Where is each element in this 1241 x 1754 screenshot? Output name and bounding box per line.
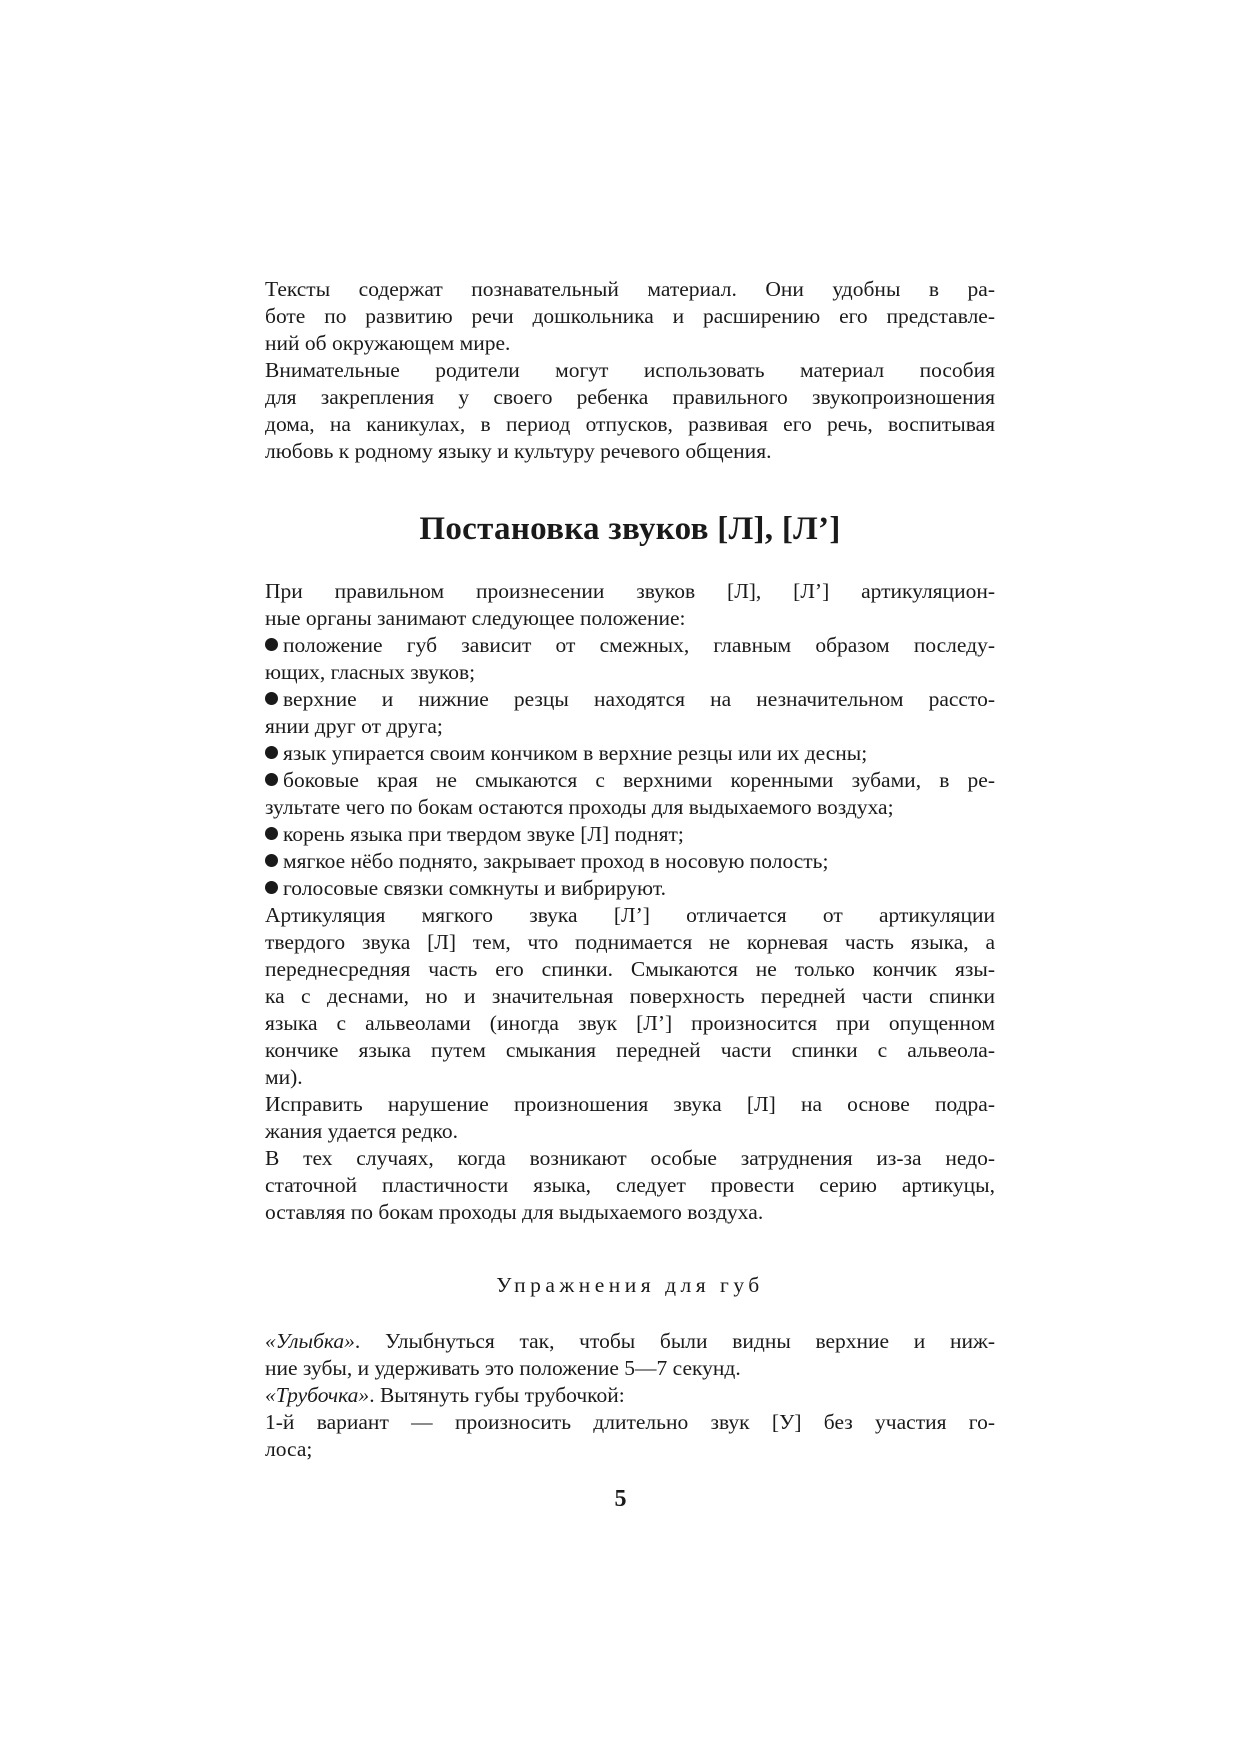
- exercise-name: «Улыбка»: [265, 1329, 355, 1353]
- page-body: [265, 276, 995, 1463]
- text-line: кончике языка путем смыкания передней части спинки с альвеола-: [265, 1038, 995, 1062]
- bullet-item: [265, 875, 995, 902]
- bullet-icon: [265, 854, 278, 867]
- section-title: Постановка звуков [Л], [Л’]: [419, 511, 841, 547]
- bullet-icon: [265, 881, 278, 894]
- text-line: твердого звука [Л] тем, что поднимается не корневая часть языка, а: [265, 930, 995, 954]
- bullet-icon: [265, 773, 278, 786]
- text-line: боковые края не смыкаются с верхними коренными зубами, в ре-: [265, 767, 995, 794]
- text-line: переднесредняя часть его спинки. Смыкаются не только кончик язы-: [265, 957, 995, 981]
- text-line: «Улыбка». Улыбнуться так, чтобы были видны верхние и ниж-: [265, 1329, 995, 1353]
- text-line: дома, на каникулах, в период отпусков, развивая его речь, воспитывая: [265, 412, 995, 436]
- bullet-list: [265, 632, 995, 902]
- text-line: ние зубы, и удерживать это положение 5—7 секунд.: [265, 1356, 741, 1380]
- text-line: «Трубочка». Вытянуть губы трубочкой:: [265, 1383, 625, 1407]
- text-line: янии друг от друга;: [265, 714, 443, 738]
- bullet-icon: [265, 827, 278, 840]
- text-line: язык упирается своим кончиком в верхние резцы или их десны;: [265, 740, 995, 767]
- text-line: корень языка при твердом звуке [Л] поднят;: [265, 821, 995, 848]
- text-line: верхние и нижние резцы находятся на незначительном рассто-: [265, 686, 995, 713]
- bullet-item: [265, 686, 995, 740]
- text-line: языка с альвеолами (иногда звук [Л’] произносится при опущенном: [265, 1011, 995, 1035]
- text-line: В тех случаях, когда возникают особые затруднения из-за недо-: [265, 1146, 995, 1170]
- text-line: ные органы занимают следующее положение:: [265, 606, 686, 630]
- bullet-item: [265, 848, 995, 875]
- exercise-smile: [265, 1328, 995, 1382]
- intro-paragraph-1: [265, 276, 995, 357]
- page-number: 5: [614, 1486, 627, 1512]
- paragraph-fix: [265, 1091, 995, 1145]
- bullet-item: [265, 767, 995, 821]
- intro-paragraph-2: [265, 357, 995, 465]
- text-line: оставляя по бокам проходы для выдыхаемого воздуха.: [265, 1200, 764, 1224]
- exercise-tube-variant-1: [265, 1409, 995, 1463]
- text-line: Тексты содержат познавательный материал. Они удобны в ра-: [265, 277, 995, 301]
- text-line: Исправить нарушение произношения звука [Л] на основе подра-: [265, 1092, 995, 1116]
- exercise-tube: [265, 1382, 995, 1409]
- text-line: зультате чего по бокам остаются проходы для выдыхаемого воздуха;: [265, 795, 894, 819]
- text-line: боте по развитию речи дошкольника и расширению его представле-: [265, 304, 995, 328]
- bullet-icon: [265, 746, 278, 759]
- text-line: для закрепления у своего ребенка правильного звукопроизношения: [265, 385, 995, 409]
- exercises-title: Упражнения для губ: [496, 1273, 764, 1297]
- text-line: любовь к родному языку и культуру речевого общения.: [265, 439, 772, 463]
- text-line: 1-й вариант — произносить длительно звук [У] без участия го-: [265, 1410, 995, 1434]
- text-line: голосовые связки сомкнуты и вибрируют.: [265, 875, 995, 902]
- bullet-icon: [265, 692, 278, 705]
- paragraph-cases: [265, 1145, 995, 1226]
- text-line: Артикуляция мягкого звука [Л’] отличается от артикуляции: [265, 903, 995, 927]
- text-line: положение губ зависит от смежных, главным образом последу-: [265, 632, 995, 659]
- bullet-item: [265, 632, 995, 686]
- text-line: жания удается редко.: [265, 1119, 458, 1143]
- section-lead: [265, 578, 995, 632]
- text-line: ми).: [265, 1065, 303, 1089]
- text-line: ющих, гласных звуков;: [265, 660, 476, 684]
- bullet-icon: [265, 638, 278, 651]
- bullet-item: [265, 740, 995, 767]
- bullet-item: [265, 821, 995, 848]
- text-line: лоса;: [265, 1437, 313, 1461]
- text-line: статочной пластичности языка, следует провести серию артикуцы,: [265, 1173, 995, 1197]
- text-line: мягкое нёбо поднято, закрывает проход в носовую полость;: [265, 848, 995, 875]
- paragraph-soft-sound: [265, 902, 995, 1091]
- text-line: При правильном произнесении звуков [Л], [Л’] артикуляцион-: [265, 579, 995, 603]
- exercise-name: «Трубочка»: [265, 1383, 370, 1407]
- text-line: ний об окружающем мире.: [265, 331, 511, 355]
- text-line: ка с деснами, но и значительная поверхность передней части спинки: [265, 984, 995, 1008]
- text-line: Внимательные родители могут использовать материал пособия: [265, 358, 995, 382]
